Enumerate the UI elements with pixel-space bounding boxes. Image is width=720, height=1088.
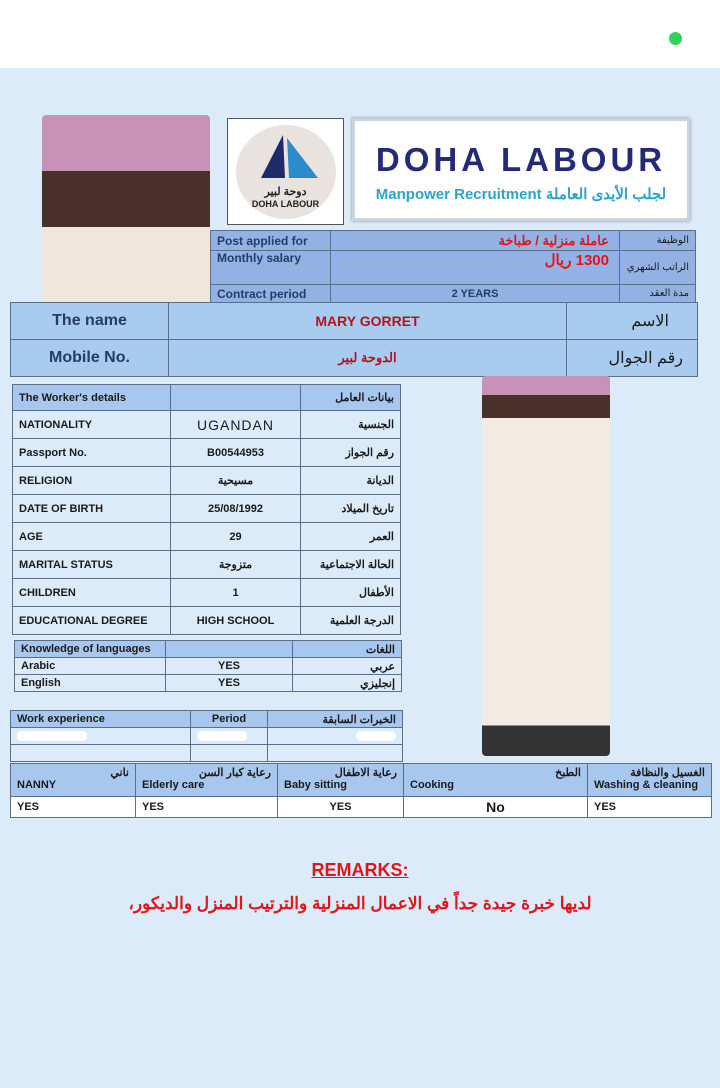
language-value: YES <box>166 675 293 692</box>
logo-badge <box>227 118 344 225</box>
detail-label: RELIGION <box>13 467 171 495</box>
detail-label-ar: تاريخ الميلاد <box>301 495 401 523</box>
languages-table <box>14 640 402 692</box>
mobile-label: Mobile No. <box>11 340 169 377</box>
detail-value: 25/08/1992 <box>171 495 301 523</box>
detail-label-ar: رقم الجواز <box>301 439 401 467</box>
detail-label-ar: الأطفال <box>301 579 401 607</box>
post-label-ar: الوظيفة <box>620 231 696 251</box>
detail-label: NATIONALITY <box>13 411 171 439</box>
details-title-ar: بيانات العامل <box>301 385 401 411</box>
experience-period-header: Period <box>191 711 268 728</box>
skill-value: No <box>404 797 588 818</box>
detail-label: DATE OF BIRTH <box>13 495 171 523</box>
post-label: Post applied for <box>211 231 331 251</box>
detail-label-ar: الديانة <box>301 467 401 495</box>
top-bar <box>0 0 720 68</box>
detail-label-ar: الحالة الاجتماعية <box>301 551 401 579</box>
logo-english: DOHA LABOUR <box>251 199 320 209</box>
company-name: DOHA LABOUR <box>375 141 667 178</box>
salary-value: 1300 ريال <box>331 251 620 285</box>
company-tagline <box>355 185 687 203</box>
sail-logo-icon <box>253 133 323 183</box>
salary-label: Monthly salary <box>211 251 331 285</box>
skill-label-ar: رعاية الاطفال <box>334 767 397 779</box>
full-body-photo <box>482 376 610 756</box>
skill-label-ar: الطبخ <box>555 767 581 779</box>
detail-label: Passport No. <box>13 439 171 467</box>
skill-label: Washing & cleaning <box>594 779 699 791</box>
skill-label-ar: الغسيل والنظافة <box>630 767 705 779</box>
language-label: Arabic <box>15 658 166 675</box>
skill-label-ar: ناني <box>110 767 129 779</box>
detail-label: CHILDREN <box>13 579 171 607</box>
remarks-title: REMARKS: <box>311 860 409 880</box>
skill-label: Baby sitting <box>284 779 347 791</box>
skill-value: YES <box>11 797 136 818</box>
languages-title-ar: اللغات <box>293 641 402 658</box>
experience-title: Work experience <box>11 711 191 728</box>
experience-title-ar: الخبرات السابقة <box>268 711 403 728</box>
detail-value: 29 <box>171 523 301 551</box>
mobile-value: الدوحة لبير <box>169 340 567 377</box>
language-label-ar: عربي <box>293 658 402 675</box>
skill-value: YES <box>278 797 404 818</box>
contract-label-ar: مدة العقد <box>620 285 696 303</box>
job-table <box>210 230 696 303</box>
worker-details-table <box>12 384 401 635</box>
skill-label: Cooking <box>410 779 454 791</box>
language-label-ar: إنجليزي <box>293 675 402 692</box>
detail-value: HIGH SCHOOL <box>171 607 301 635</box>
tagline-arabic: لجلب الأيدى العاملة <box>545 186 667 203</box>
name-table <box>10 302 698 377</box>
status-dot-icon <box>669 32 682 45</box>
detail-value: B00544953 <box>171 439 301 467</box>
detail-value: مسيحية <box>171 467 301 495</box>
tagline-english: Manpower Recruitment <box>375 186 542 203</box>
detail-label-ar: الجنسية <box>301 411 401 439</box>
remarks-text: لديها خبرة جيدة جداً في الاعمال المنزلية والترتيب المنزل والديكور، <box>128 894 592 913</box>
logo-arabic: دوحة لبير <box>264 186 307 198</box>
detail-value: متزوجة <box>171 551 301 579</box>
post-value: عاملة منزلية / طباخة <box>331 231 620 251</box>
detail-label-ar: العمر <box>301 523 401 551</box>
languages-title: Knowledge of languages <box>15 641 166 658</box>
skill-value: YES <box>588 797 712 818</box>
company-banner <box>352 118 690 221</box>
skill-label-ar: رعاية كبار السن <box>198 767 271 779</box>
detail-label: MARITAL STATUS <box>13 551 171 579</box>
detail-label: EDUCATIONAL DEGREE <box>13 607 171 635</box>
contract-label: Contract period <box>211 285 331 303</box>
detail-label: AGE <box>13 523 171 551</box>
contract-value: 2 YEARS <box>331 285 620 303</box>
detail-value: 1 <box>171 579 301 607</box>
mobile-label-ar: رقم الجوال <box>567 340 698 377</box>
salary-label-ar: الراتب الشهري <box>620 251 696 285</box>
skill-value: YES <box>136 797 278 818</box>
details-title: The Worker's details <box>13 385 171 411</box>
name-label-ar: الاسم <box>567 303 698 340</box>
name-label: The name <box>11 303 169 340</box>
skill-label: Elderly care <box>142 779 205 791</box>
language-label: English <box>15 675 166 692</box>
portrait-photo <box>42 115 210 302</box>
name-value: MARY GORRET <box>169 303 567 340</box>
work-experience-table <box>10 710 403 762</box>
language-value: YES <box>166 658 293 675</box>
skill-label: NANNY <box>17 779 57 791</box>
skills-table <box>10 763 712 818</box>
detail-value: UGANDAN <box>171 411 301 439</box>
detail-label-ar: الدرجة العلمية <box>301 607 401 635</box>
